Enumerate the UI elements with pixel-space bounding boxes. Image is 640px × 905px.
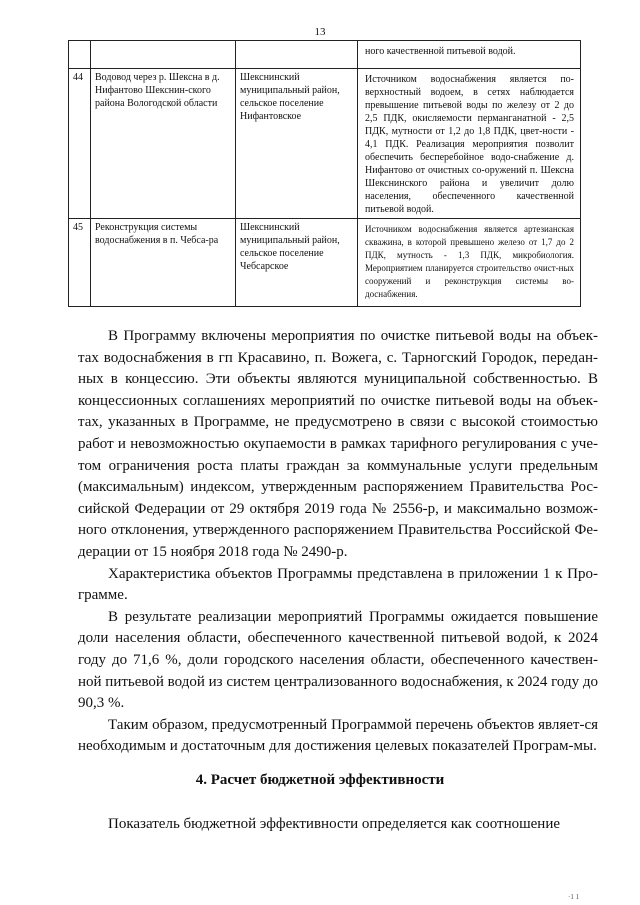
table-row <box>69 219 581 307</box>
table-row <box>69 69 581 219</box>
table-cell-location: Шекснинский муниципальный район, сельское поселение Чебсарское <box>236 219 358 307</box>
table-cell <box>236 41 358 69</box>
table-row <box>69 41 581 69</box>
paragraph: В результате реализации мероприятий Программы ожидается повышение доли населения области, обеспеченного качественной питьевой водой, к 2024 году до 71,6 %, доли городского населения области, обеспеченного качествен-ной питьевой водой из систем централизованного водоснабжения, к 2024 году до 90,3 %. <box>78 608 598 712</box>
paragraph: Показатель бюджетной эффективности определяется как соотношение <box>108 816 561 832</box>
table-cell-location: Шекснинский муниципальный район, сельское поселение Нифантовское <box>236 69 358 219</box>
table-cell-description: ного качественной питьевой водой. <box>358 41 581 69</box>
table-cell <box>91 41 236 69</box>
table-cell-description: Источником водоснабжения является артезианская скважина, в которой превышено железо от 1,7 до 2 ПДК, мутность - 1,3 ПДК, микробиология. Мероприятием планируется строительство очист-ных сооружений и реконструкция системы во-доснабжения. <box>358 219 581 307</box>
page-number: 13 <box>314 26 326 38</box>
body-text-continued <box>78 814 598 836</box>
table-cell <box>69 41 91 69</box>
table-cell-object: Водовод через р. Шексна в д. Нифантово Шекснин-ского района Вологодской области <box>91 69 236 219</box>
paragraph: Характеристика объектов Программы представлена в приложении 1 к Про-грамме. <box>78 565 598 604</box>
section-heading: 4. Расчет бюджетной эффективности <box>195 772 445 788</box>
table-cell-object: Реконструкция системы водоснабжения в п. Чебса-ра <box>91 219 236 307</box>
table-cell-number: 45 <box>69 219 91 307</box>
table-cell-description: Источником водоснабжения является по-верхностный водоем, в сетях наблюдается превышение питьевой воды по железу от 2 до 2,5 ПДК, окисляемости перманганатной - 2,5 ПДК, мутности от 1,2 до 1,8 ПДК, цвет-ности - 4,1 ПДК. Реализация мероприятия позволит обеспечить бесперебойное водо-снабжение д. Нифантово от очистных со-оружений п. Шексна Шекснинского района и увеличит долю населения, обеспеченного качественной питьевой водой. <box>358 69 581 219</box>
paragraph: Таким образом, предусмотренный Программой перечень объектов являет-ся необходимым и достаточным для достижения целевых показателей Програм-мы. <box>78 716 598 755</box>
paragraph: В Программу включены мероприятия по очистке питьевой воды на объек-тах водоснабжения в гп Красавино, п. Вожега, с. Тарногский Городок, передан-ных в концессию. Эти объекты являются муниципальной собственностью. В концессионных соглашениях мероприятий по очистке питьевой воды на объек-тах, указанных в Программе, не предусмотрено в связи с высокой стоимостью работ и невозможностью окупаемости в рамках тарифного регулирования с уче-том ограничения роста платы граждан за коммунальные услуги предельным (максимальным) индексом, утвержденным распоряжением Правительства Рос-сийской Федерации от 29 октября 2019 года № 2556-р, и максимально возмож-ного отклонения, утвержденного распоряжением Правительства Российской Фе-дерации от 15 ноября 2018 года № 2490-р. <box>78 328 598 560</box>
table-cell-number: 44 <box>69 69 91 219</box>
footer-mark: ·1 1 <box>568 893 580 901</box>
objects-table <box>68 40 581 307</box>
body-text <box>78 326 598 758</box>
